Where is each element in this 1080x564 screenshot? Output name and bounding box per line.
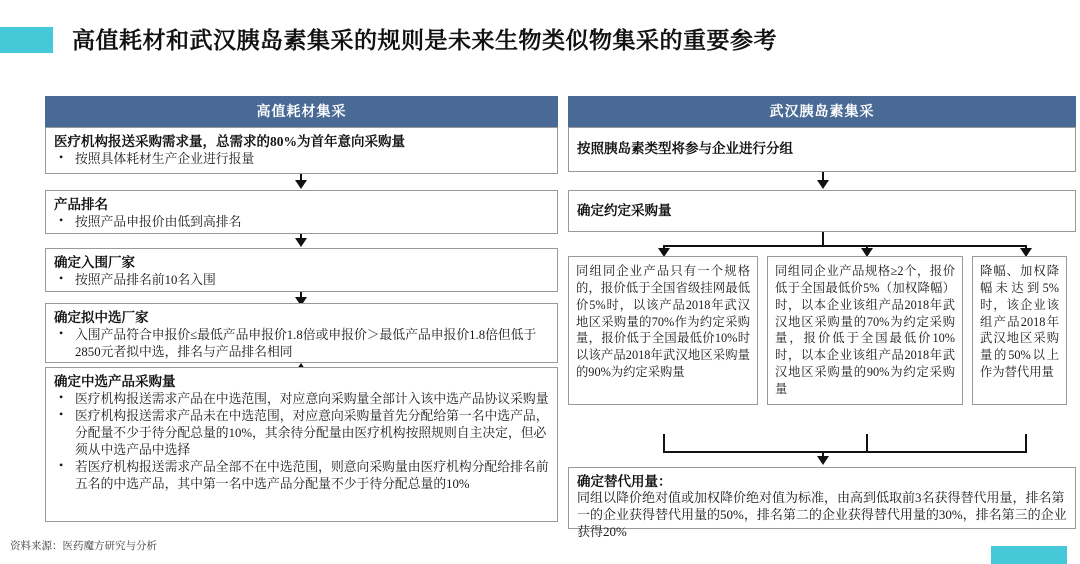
right-column-header: 武汉胰岛素集采 xyxy=(568,96,1076,127)
right-step-final xyxy=(568,467,1076,540)
right-branch-stem xyxy=(822,232,824,246)
right-step-2-title: 确定约定采购量 xyxy=(577,202,672,218)
list-item: • 按照产品申报价由低到高排名 xyxy=(73,214,549,231)
left-column xyxy=(45,96,558,127)
right-merge-drop-3 xyxy=(1025,434,1027,452)
right-branch-box-1: 同组同企业产品只有一个规格的，报价低于全国省级挂网最低价5%时，以该产品2018年武汉地区采购量的70%作为约定采购量，报价低于全国最低价10%时以该产品2018年武汉地区采购量的90%为约定采购量 xyxy=(568,256,758,405)
source-note: 资料来源：医药魔方研究与分析 xyxy=(10,541,157,552)
left-step-4-bullets xyxy=(54,327,549,361)
title-accent-bar xyxy=(0,27,53,53)
right-branch-box-3: 降幅、加权降幅未达到5%时，该企业该组产品2018年武汉地区采购量的50%以上作为替代用量 xyxy=(972,256,1067,405)
left-step-3-title: 确定入围厂家 xyxy=(54,255,135,270)
left-step-1-bullets xyxy=(54,151,549,168)
right-branch-bus xyxy=(663,245,1026,247)
left-step-4-title: 确定拟中选厂家 xyxy=(54,310,149,325)
left-step-1 xyxy=(45,127,558,174)
list-item: • 按照产品排名前10名入围 xyxy=(73,272,549,289)
left-step-5-bullets xyxy=(54,391,549,493)
list-item: • 入围产品符合申报价≤最低产品申报价1.8倍或申报价＞最低产品申报价1.8倍但低于2850元者拟中选，排名与产品排名相同 xyxy=(73,327,549,361)
right-step-1 xyxy=(568,127,1076,172)
list-item: • 若医疗机构报送需求产品全部不在中选范围，则意向采购量由医疗机构分配给排名前五名的中选产品，其中第一名中选产品分配量不少于待分配总量的10% xyxy=(73,459,549,493)
right-branch-row xyxy=(568,256,1076,405)
left-connector-1-arrow xyxy=(295,180,307,189)
left-step-3-bullets xyxy=(54,272,549,289)
right-column xyxy=(568,96,1076,127)
right-merge-drop-1 xyxy=(663,434,665,452)
list-item: • 按照具体耗材生产企业进行报量 xyxy=(73,151,549,168)
right-merge-arrow xyxy=(817,456,829,465)
left-column-header: 高值耗材集采 xyxy=(45,96,558,127)
right-step-1-title: 按照胰岛素类型将参与企业进行分组 xyxy=(577,141,793,157)
right-step-2 xyxy=(568,190,1076,232)
left-step-2-bullets xyxy=(54,214,549,231)
footer-accent-bar xyxy=(991,546,1067,564)
list-item: • 医疗机构报送需求产品未在中选范围，对应意向采购量首先分配给第一名中选产品，分配量不少于待分配总量的10%，其余待分配量由医疗机构按照规则自主决定，但必须从中选产品中选择 xyxy=(73,408,549,459)
right-step-final-body: 同组以降价绝对值或加权降价绝对值为标准，由高到低取前3名获得替代用量，排名第一的企业获得替代用量的50%，排名第二的企业获得替代用量的30%，排名第三的企业获得20% xyxy=(577,490,1067,540)
left-step-5 xyxy=(45,367,558,522)
left-step-5-title: 确定中选产品采购量 xyxy=(54,374,176,389)
left-step-2 xyxy=(45,190,558,234)
right-merge-drop-2 xyxy=(866,434,868,452)
list-item: • 医疗机构报送需求产品在中选范围，对应意向采购量全部计入该中选产品协议采购量 xyxy=(73,391,549,408)
left-step-1-title: 医疗机构报送采购需求量，总需求的80%为首年意向采购量 xyxy=(54,134,405,149)
right-branch-box-2: 同组同企业产品规格≥2个，报价低于全国最低价5%（加权降幅）时，以本企业该组产品2018年武汉地区采购量的70%为约定采购量，报价低于全国最低价10%时，以本企业该组产品2018年武汉地区采购量的90%为约定采购量 xyxy=(767,256,963,405)
right-step-final-title: 确定替代用量： xyxy=(577,474,672,489)
right-connector-1-arrow xyxy=(817,180,829,189)
left-step-4 xyxy=(45,303,558,363)
page-title: 高值耗材和武汉胰岛素集采的规则是未来生物类似物集采的重要参考 xyxy=(72,28,777,53)
left-step-2-title: 产品排名 xyxy=(54,197,108,212)
left-step-3 xyxy=(45,248,558,292)
right-merge-bus xyxy=(663,451,1027,453)
left-connector-2-arrow xyxy=(295,238,307,247)
